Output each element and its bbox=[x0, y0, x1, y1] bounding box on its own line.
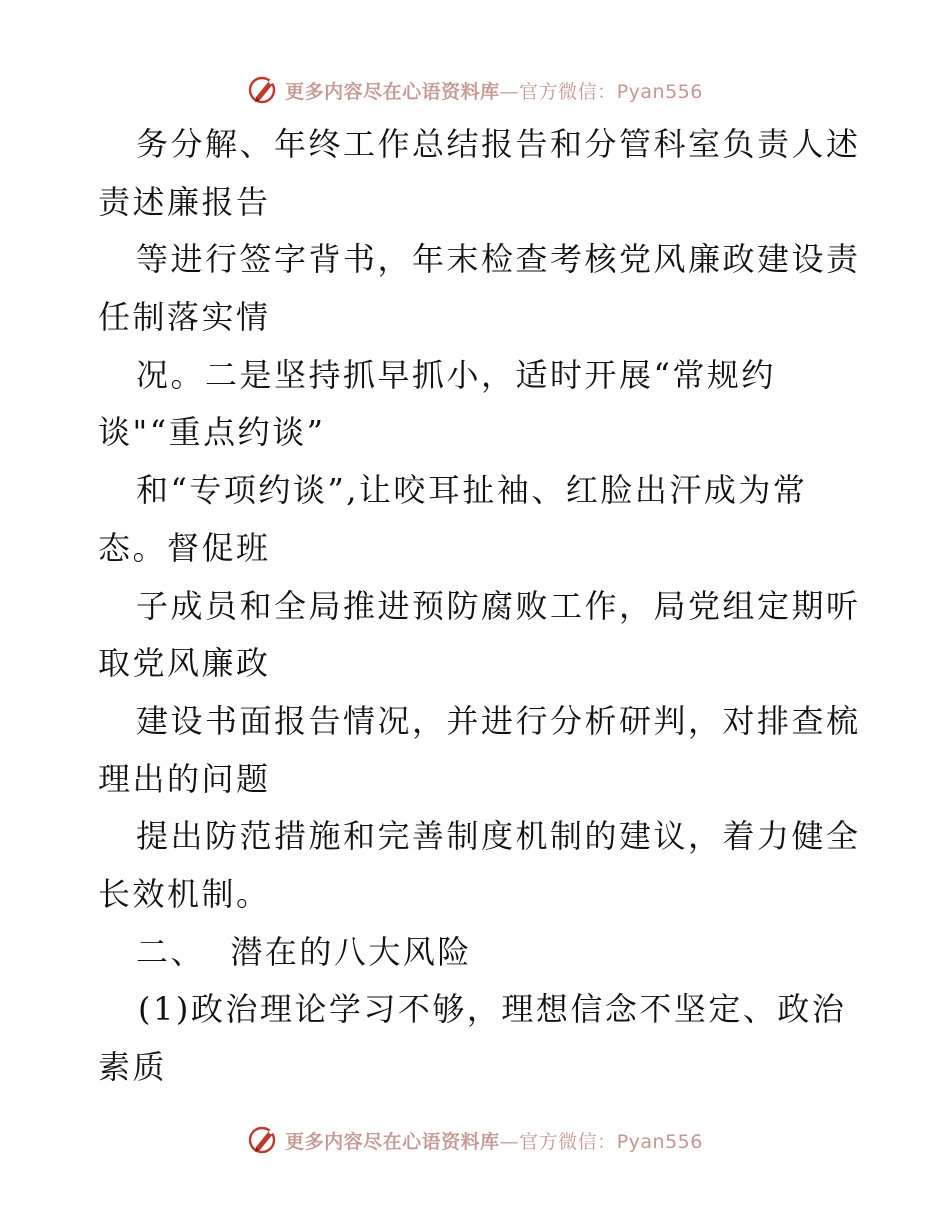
text-line: 务分解、年终工作总结报告和分管科室负责人述 bbox=[136, 125, 861, 163]
banner-dash: — bbox=[499, 1130, 520, 1153]
section-heading: 二、 潜在的八大风险 bbox=[136, 932, 472, 971]
banner-text bbox=[285, 77, 703, 104]
document-body bbox=[98, 116, 861, 1097]
text-line: 素质 bbox=[98, 1048, 168, 1086]
banner-site-text: 更多内容尽在心语资料库 bbox=[285, 80, 500, 103]
pen-logo-icon bbox=[247, 1123, 281, 1157]
banner-wechat-id: Pyan556 bbox=[616, 80, 703, 103]
pen-logo-icon bbox=[247, 73, 281, 107]
text-line: 态。督促班 bbox=[98, 528, 271, 567]
text-line: (1)政治理论学习不够，理想信念不坚定、政治 bbox=[138, 990, 847, 1029]
text-line: 长效机制。 bbox=[98, 874, 271, 913]
footer-banner bbox=[0, 1120, 950, 1160]
text-line: 谈"“重点约谈” bbox=[98, 413, 326, 452]
text-line: 建设书面报告情况，并进行分析研判，对排查梳 bbox=[136, 701, 861, 740]
text-line: 提出防范措施和完善制度机制的建议，着力健全 bbox=[136, 817, 861, 856]
banner-site-text: 更多内容尽在心语资料库 bbox=[285, 1130, 500, 1153]
text-line: 理出的问题 bbox=[98, 759, 271, 798]
text-line: 和“专项约谈”,让咬耳扯袖、红脸出汗成为常 bbox=[136, 471, 808, 510]
text-line: 等进行签字背书，年末检查考核党风廉政建设责 bbox=[136, 240, 861, 279]
text-line: 况。二是坚持抓早抓小，适时开展“常规约 bbox=[136, 355, 776, 394]
banner-wechat-id: Pyan556 bbox=[616, 1130, 703, 1153]
text-line: 子成员和全局推进预防腐败工作，局党组定期听 bbox=[136, 586, 861, 625]
banner-text bbox=[285, 1127, 703, 1154]
banner-dash: — bbox=[499, 80, 520, 103]
banner-wechat-label: 官方微信： bbox=[519, 1130, 617, 1153]
text-line: 取党风廉政 bbox=[98, 644, 271, 683]
banner-wechat-label: 官方微信： bbox=[519, 80, 617, 103]
header-banner bbox=[0, 70, 950, 110]
text-line: 责述廉报告 bbox=[98, 182, 271, 221]
text-line: 任制落实情 bbox=[98, 298, 271, 337]
